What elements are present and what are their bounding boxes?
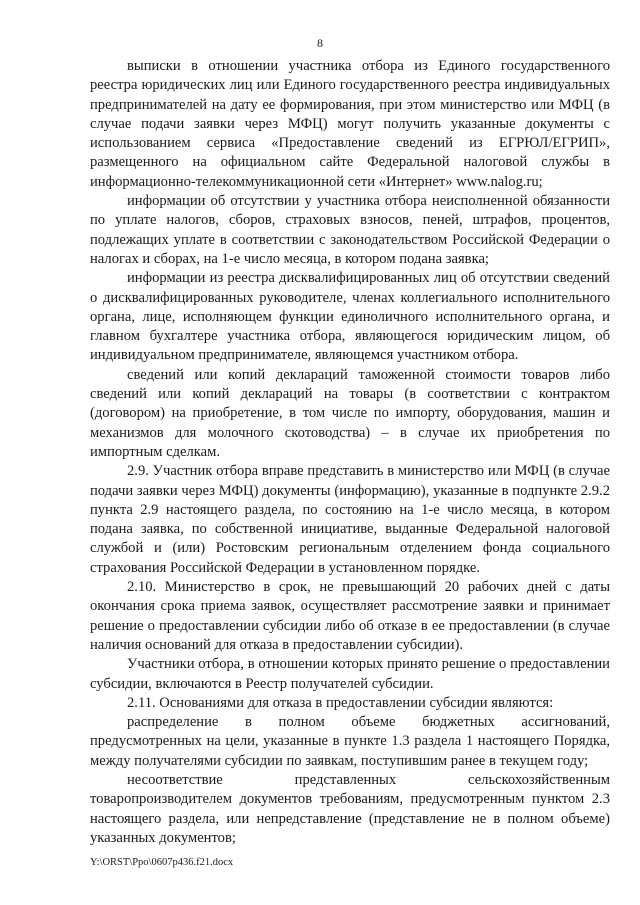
footer-file-path: Y:\ORST\Ppo\0607p436.f21.docx xyxy=(90,857,234,868)
paragraph: информации из реестра дисквалифицированных лиц об отсутствии сведений о дисквалифицированных руководителе, членах коллегиального исполнительного органа, лице, исполняющем функции единоличного исполнительного органа, и главном бухгалтере участника отбора, являющегося юридическим лицом, об индивидуальном предпринимателе, являющемся участником отбора. xyxy=(90,270,610,364)
paragraph: 2.9. Участник отбора вправе представить в министерство или МФЦ (в случае подачи заявки через МФЦ) документы (информацию), указанные в подпункте 2.9.2 пункта 2.9 настоящего раздела, по состоянию на 1-е число месяца, в котором подана заявка, по собственной инициативе, выданные Федеральной налоговой службой и (или) Ростовским региональным отделением фонда социального страхования Российской Федерации в установленном порядке. xyxy=(90,463,610,576)
paragraph: несоответствие представленных сельскохозяйственным товаропроизводителем документов требованиям, предусмотренным пунктом 2.3 настоящего раздела, или непредставление (представление не в полном объеме) указанных документов; xyxy=(90,771,610,846)
page-number: 8 xyxy=(317,36,323,50)
paragraph: 2.11. Основаниями для отказа в предоставлении субсидии являются: xyxy=(127,694,554,711)
paragraph: информации об отсутствии у участника отбора неисполненной обязанности по уплате налогов, сборов, страховых взносов, пеней, штрафов, процентов, подлежащих уплате в соответствии с законодательством Российской Федерации о налогах и сборах, на 1-е число месяца, в котором подана заявка; xyxy=(90,193,610,267)
paragraph: распределение в полном объеме бюджетных ассигнований, предусмотренных на цели, указанные в пункте 1.3 раздела 1 настоящего Порядка, между получателями субсидии по заявкам, поступившим ранее в текущем году; xyxy=(90,714,610,769)
paragraph: 2.10. Министерство в срок, не превышающий 20 рабочих дней с даты окончания срока приема заявок, осуществляет рассмотрение заявки и принимает решение о предоставлении субсидии либо об отказе в ее предоставлении (в случае наличия оснований для отказа в предоставлении субсидии). xyxy=(90,579,610,653)
document-body xyxy=(90,57,610,848)
paragraph: выписки в отношении участника отбора из Единого государственного реестра юридических лиц или Единого государственного реестра индивидуальных предпринимателей на дату ее формирования, при этом министерство или МФЦ (в случае подачи заявки через МФЦ) могут получить указанные документы с использованием сервиса «Предоставление сведений из ЕГРЮЛ/ЕГРИП», размещенного на официальном сайте Федеральной налоговой службы в информационно-телекоммуникационной сети «Интернет» www.nalog.ru; xyxy=(90,58,610,190)
paragraph: Участники отбора, в отношении которых принято решение о предоставлении субсидии, включаются в Реестр получателей субсидии. xyxy=(90,656,610,692)
paragraph: сведений или копий деклараций таможенной стоимости товаров либо сведений или копий деклараций на товары (в соответствии с контрактом (договором) на приобретение, в том числе по импорту, оборудования, машин и механизмов для молочного скотоводства) – в случае их приобретения по импортным сделкам. xyxy=(90,366,610,460)
